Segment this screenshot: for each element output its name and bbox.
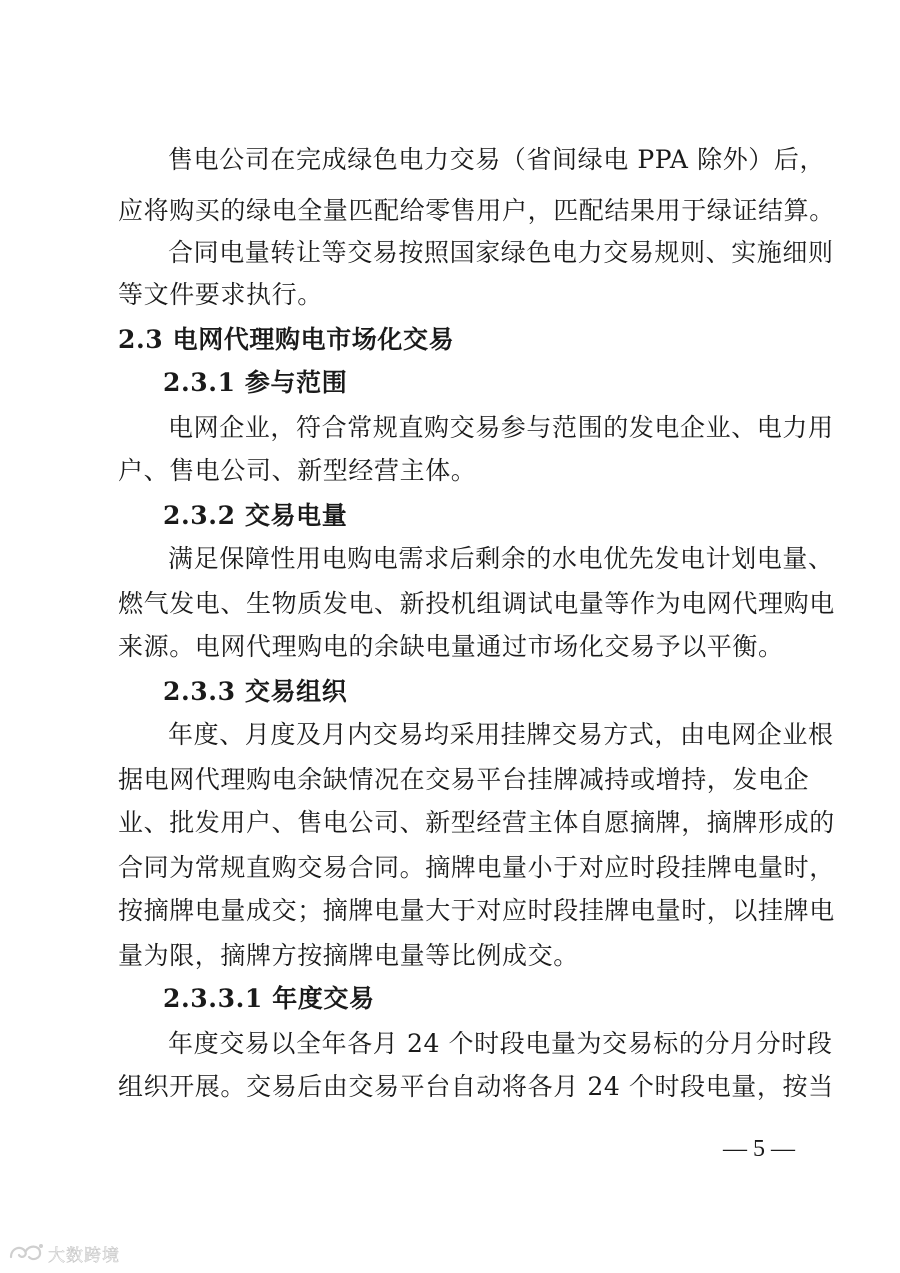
paragraph-line: 电网企业，符合常规直购交易参与范围的发电企业、电力用 [168,413,834,442]
paragraph-line: 应将购买的绿电全量匹配给零售用户，匹配结果用于绿证结算。 [118,196,835,225]
section-heading-2-3-1: 2.3.1 参与范围 [163,368,348,397]
watermark [8,1238,120,1268]
paragraph-line: 满足保障性用电购电需求后剩余的水电优先发电计划电量、 [168,544,834,573]
section-heading-2-3-2: 2.3.2 交易电量 [163,501,348,530]
paragraph-line: 年度、月度及月内交易均采用挂牌交易方式，由电网企业根 [168,720,834,749]
paragraph-line: 据电网代理购电余缺情况在交易平台挂牌减持或增持，发电企 [118,765,810,794]
section-heading-2-3-3-1: 2.3.3.1 年度交易 [163,984,375,1013]
page-number: — 5 — [723,1136,795,1162]
paragraph-line: 年度交易以全年各月 24 个时段电量为交易标的分月分时段 [168,1029,833,1058]
watermark-text: 大数跨境 [48,1245,120,1266]
paragraph-line: 业、批发用户、售电公司、新型经营主体自愿摘牌，摘牌形成的 [118,808,835,837]
section-heading-2-3: 2.3 电网代理购电市场化交易 [118,325,455,354]
paragraph-line: 户、售电公司、新型经营主体。 [118,456,477,485]
logo-swirl-icon [8,1242,44,1264]
paragraph-line: 售电公司在完成绿色电力交易（省间绿电 PPA 除外）后， [168,145,826,174]
paragraph-line: 燃气发电、生物质发电、新投机组调试电量等作为电网代理购电 [118,589,835,618]
paragraph-line: 按摘牌电量成交；摘牌电量大于对应时段挂牌电量时，以挂牌电 [118,896,835,925]
paragraph-line: 等文件要求执行。 [118,280,323,309]
paragraph-line: 量为限，摘牌方按摘牌电量等比例成交。 [118,941,579,970]
paragraph-line: 组织开展。交易后由交易平台自动将各月 24 个时段电量，按当 [118,1072,834,1101]
paragraph-line: 来源。电网代理购电的余缺电量通过市场化交易予以平衡。 [118,632,784,661]
paragraph-line: 合同为常规直购交易合同。摘牌电量小于对应时段挂牌电量时， [118,853,835,882]
section-heading-2-3-3: 2.3.3 交易组织 [163,677,348,706]
paragraph-line: 合同电量转让等交易按照国家绿色电力交易规则、实施细则 [168,238,834,267]
